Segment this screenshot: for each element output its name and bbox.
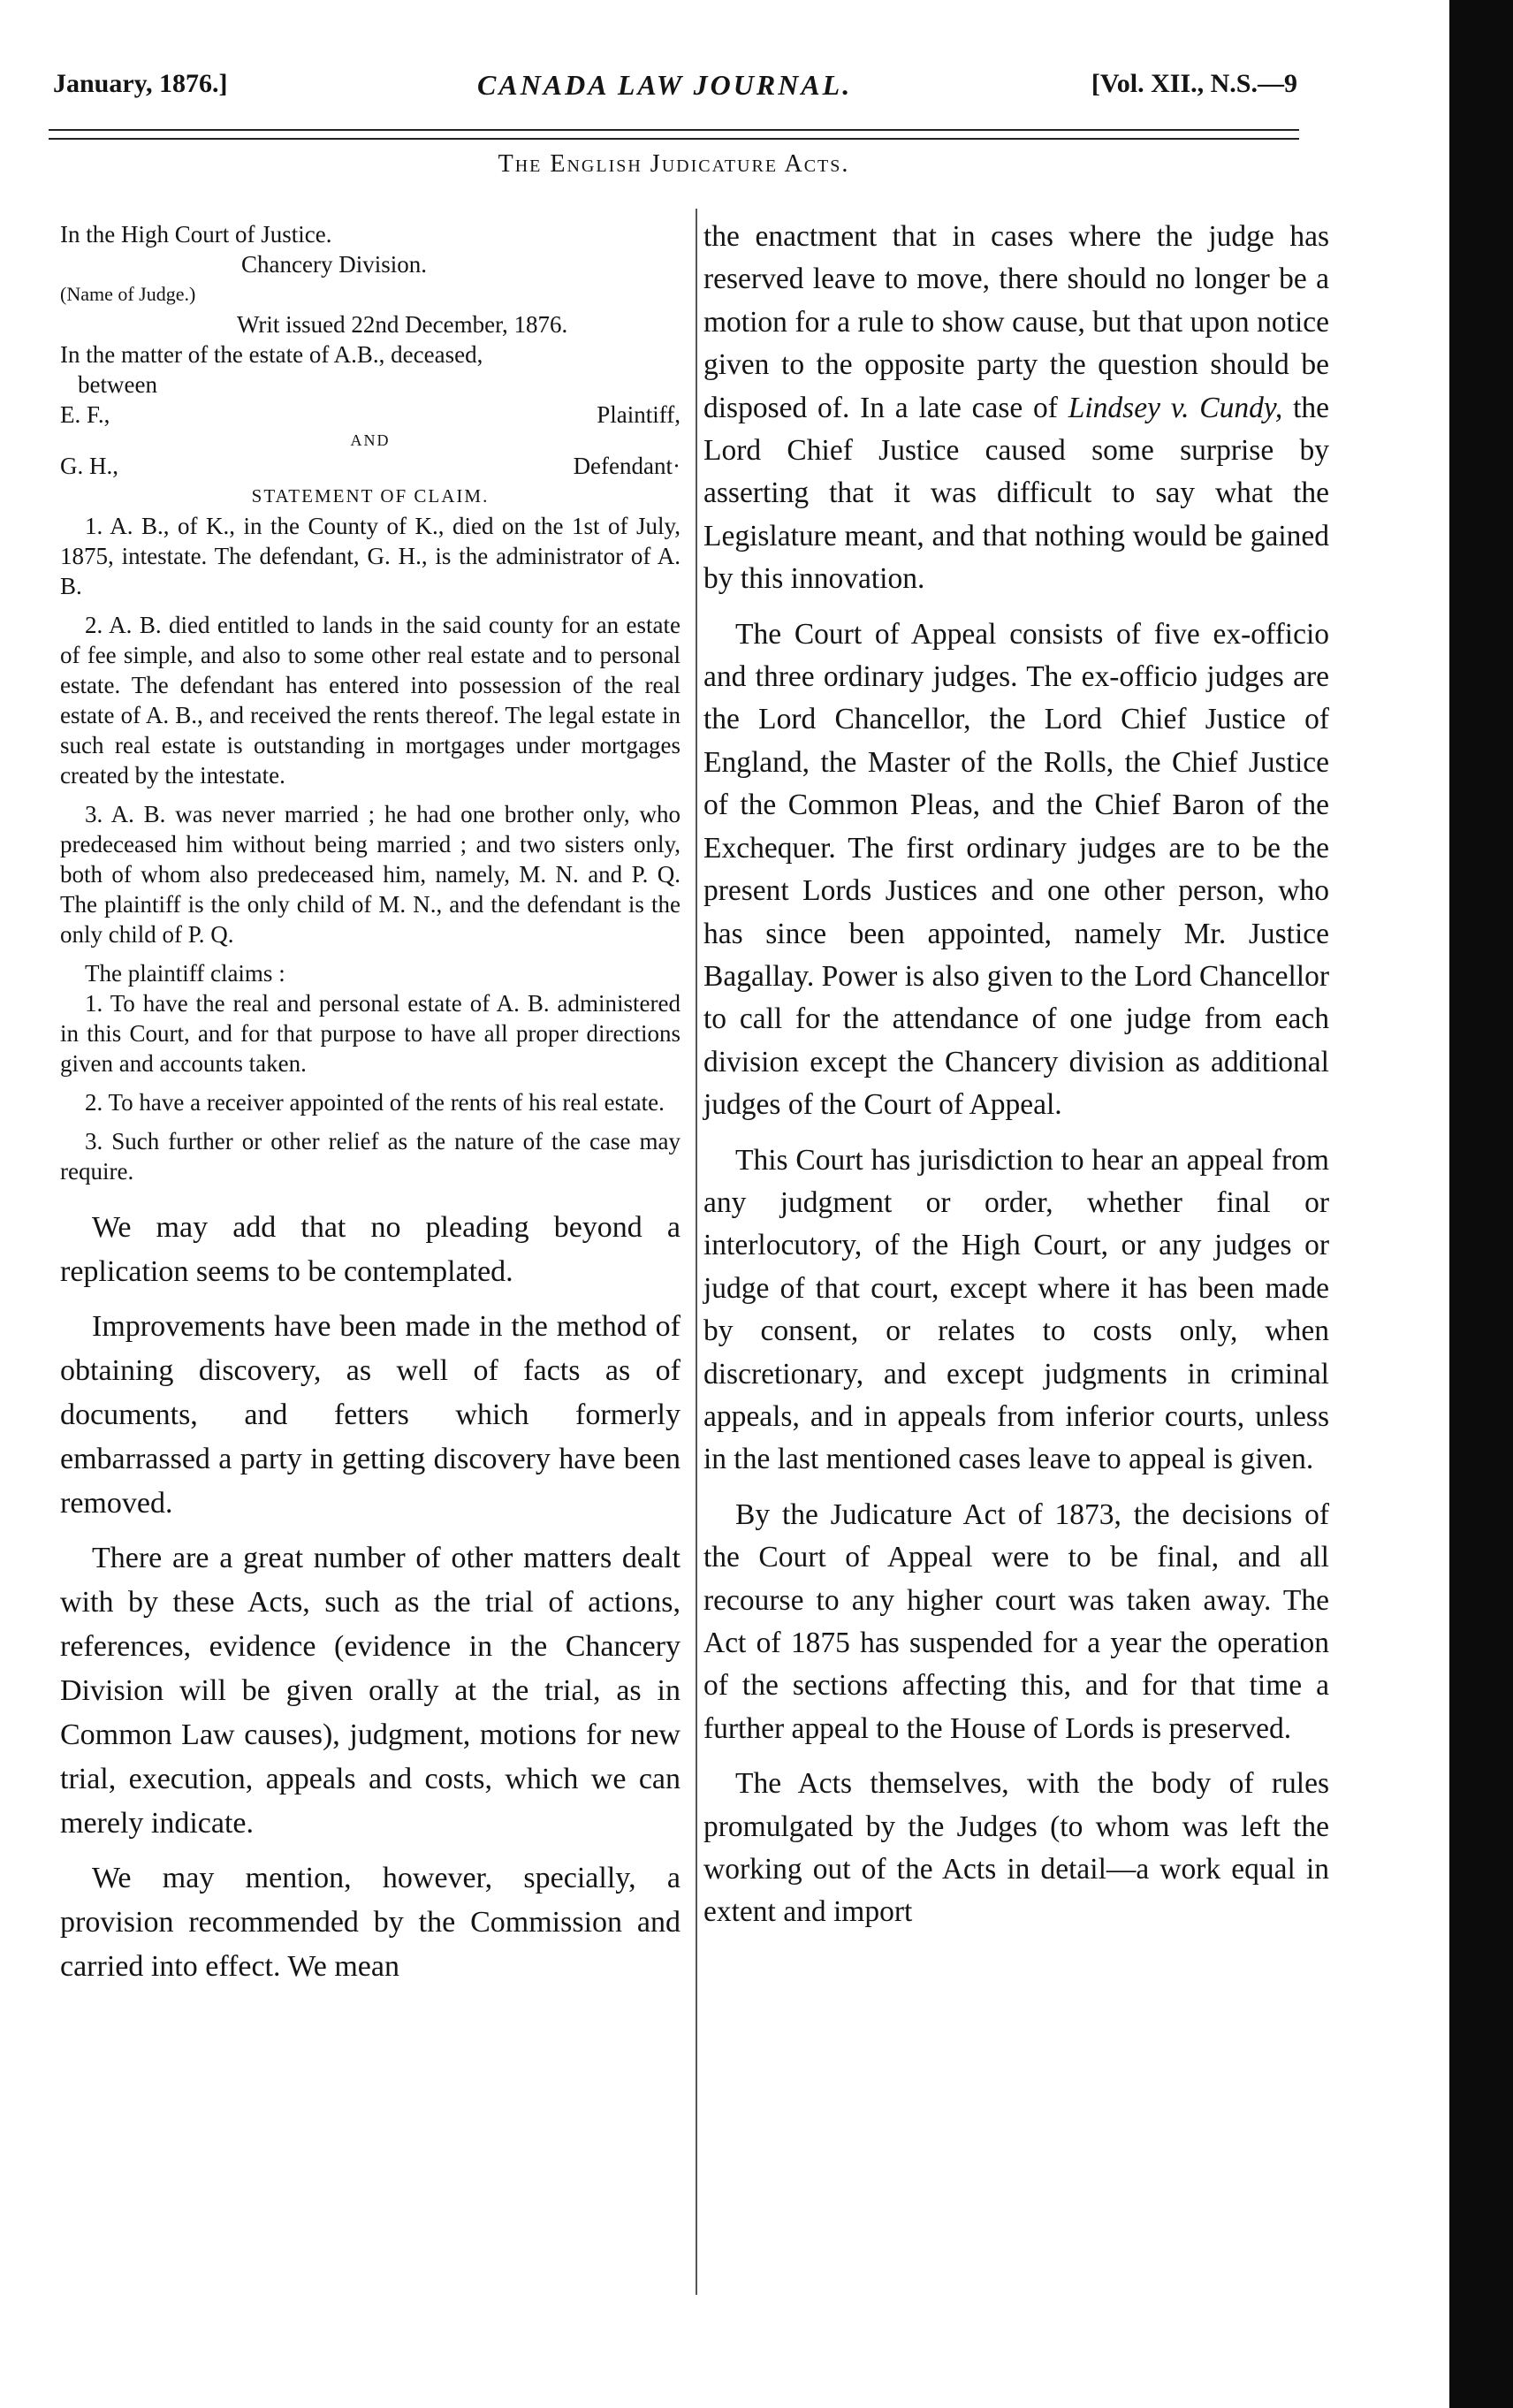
header-volume: [Vol. XII., N.S.—9	[1091, 69, 1297, 98]
case-name: Lindsey v. Cundy,	[1068, 391, 1283, 424]
plaintiff-label: Plaintiff,	[597, 401, 680, 428]
form-between: between	[78, 371, 157, 398]
right-paragraph-3: This Court has jurisdiction to hear an appeal from any judgment or order, whether final or interlocutory, of the High Court, or any judges or judge of that court, except where it has been made by consent, or relates to costs only, when discretionary, and except judgments in criminal appeals, and in appeals from inferior courts, unless in the last mentioned cases leave to appeal is given.	[703, 1143, 1329, 1476]
header-journal-title: CANADA LAW JOURNAL.	[477, 69, 853, 101]
right-column	[703, 216, 1329, 1947]
section-title: The English Judicature Acts.	[498, 150, 850, 178]
left-paragraph-2: Improvements have been made in the method of obtaining discovery, as well of facts as of documents, and fetters which formerly embarrassed a party in getting discovery have been removed.	[60, 1310, 680, 1520]
left-paragraph-4: We may mention, however, specially, a provision recommended by the Commission and carried into effect. We mean	[60, 1862, 680, 1983]
claim-item-2: 2. To have a receiver appointed of the rents of his real estate.	[85, 1089, 665, 1116]
form-plaintiff-row	[60, 400, 680, 430]
left-paragraph-3: There are a great number of other matters dealt with by these Acts, such as the trial of actions, references, evidence (evidence in the Chancery Division will be given orally at the trial, as in Common Law causes), judgment, motions for new trial, execution, appeals and costs, which we can merely indicate.	[60, 1542, 680, 1840]
claim-paragraph-2: 2. A. B. died entitled to lands in the said county for an estate of fee simple, and also to some other real estate and to personal estate. The defendant has entered into possession of the real estate of A. B., and received the rents thereof. The legal estate in such real estate is outstanding in mortgages under mortgages created by the intestate.	[60, 612, 680, 789]
claim-item-3: 3. Such further or other relief as the nature of the case may require.	[60, 1128, 680, 1185]
left-column	[60, 219, 680, 2000]
claims-intro: The plaintiff claims :	[85, 960, 285, 987]
statement-of-claim-form	[60, 219, 680, 1186]
plaintiff-name: E. F.,	[60, 401, 110, 428]
claim-paragraph-3: 3. A. B. was never married ; he had one brother only, who predeceased him without being married ; and two sisters only, both of whom also predeceased him, namely, M. N. and P. Q. The plaintiff is the only child of M. N., and the defendant is the only child of P. Q.	[60, 801, 680, 948]
header-rule-top	[49, 129, 1299, 131]
claim-paragraph-1: 1. A. B., of K., in the County of K., died on the 1st of July, 1875, intestate. The defendant, G. H., is the administrator of A. B.	[60, 513, 680, 599]
column-divider	[696, 209, 697, 2295]
defendant-label: Defendant·	[573, 453, 680, 479]
header-rule-bottom	[49, 138, 1299, 140]
right-paragraph-1-start: the enactment that in cases where the judge has reserved leave to move, there should no longer be a motion for a rule to show cause, but that upon notice given to the opposite party the question should be disposed of. In a late case of	[703, 220, 1329, 424]
form-matter: In the matter of the estate of A.B., deceased,	[60, 341, 483, 368]
form-court: In the High Court of Justice.	[60, 221, 332, 248]
left-paragraph-1: We may add that no pleading beyond a replication seems to be contemplated.	[60, 1211, 680, 1288]
form-and: AND	[350, 431, 391, 449]
defendant-name: G. H.,	[60, 453, 118, 479]
running-header	[53, 69, 1297, 118]
right-paragraph-2: The Court of Appeal consists of five ex-officio and three ordinary judges. The ex-officio judges are the Lord Chancellor, the Lord Chief Justice of England, the Master of the Rolls, the Chief Justice of the Common Pleas, and the Chief Baron of the Exchequer. The first ordinary judges are to be the present Lords Justices and one other person, who has since been appointed, namely Mr. Justice Bagallay. Power is also given to the Lord Chancellor to call for the attendance of one judge from each division except the Chancery division as additional judges of the Court of Appeal.	[703, 617, 1329, 1122]
claim-item-1: 1. To have the real and personal estate of A. B. administered in this Court, and for that purpose to have all proper directions given and accounts taken.	[60, 990, 680, 1077]
left-body-text	[60, 1206, 680, 1989]
right-paragraph-4: By the Judicature Act of 1873, the decisions of the Court of Appeal were to be final, and all recourse to any higher court was taken away. The Act of 1875 has suspended for a year the operation of the sections affecting this, and for that time a further appeal to the House of Lords is preserved.	[703, 1497, 1329, 1745]
scan-dark-edge	[1449, 0, 1513, 2408]
right-paragraph-1	[703, 216, 1329, 601]
form-judge: (Name of Judge.)	[60, 283, 196, 305]
header-date: January, 1876.]	[53, 69, 228, 98]
statement-heading: STATEMENT OF CLAIM.	[251, 485, 490, 507]
form-division: Chancery Division.	[241, 251, 427, 278]
form-defendant-row	[60, 451, 680, 481]
right-paragraph-5: The Acts themselves, with the body of rules promulgated by the Judges (to whom was left the working out of the Acts in detail—a work equal in extent and import	[703, 1767, 1329, 1929]
form-writ: Writ issued 22nd December, 1876.	[237, 311, 568, 338]
right-paragraph-1-end: the Lord Chief Justice caused some surprise by asserting that it was difficult to say what the Legislature meant, and that nothing would be gained by this innovation.	[703, 391, 1329, 596]
